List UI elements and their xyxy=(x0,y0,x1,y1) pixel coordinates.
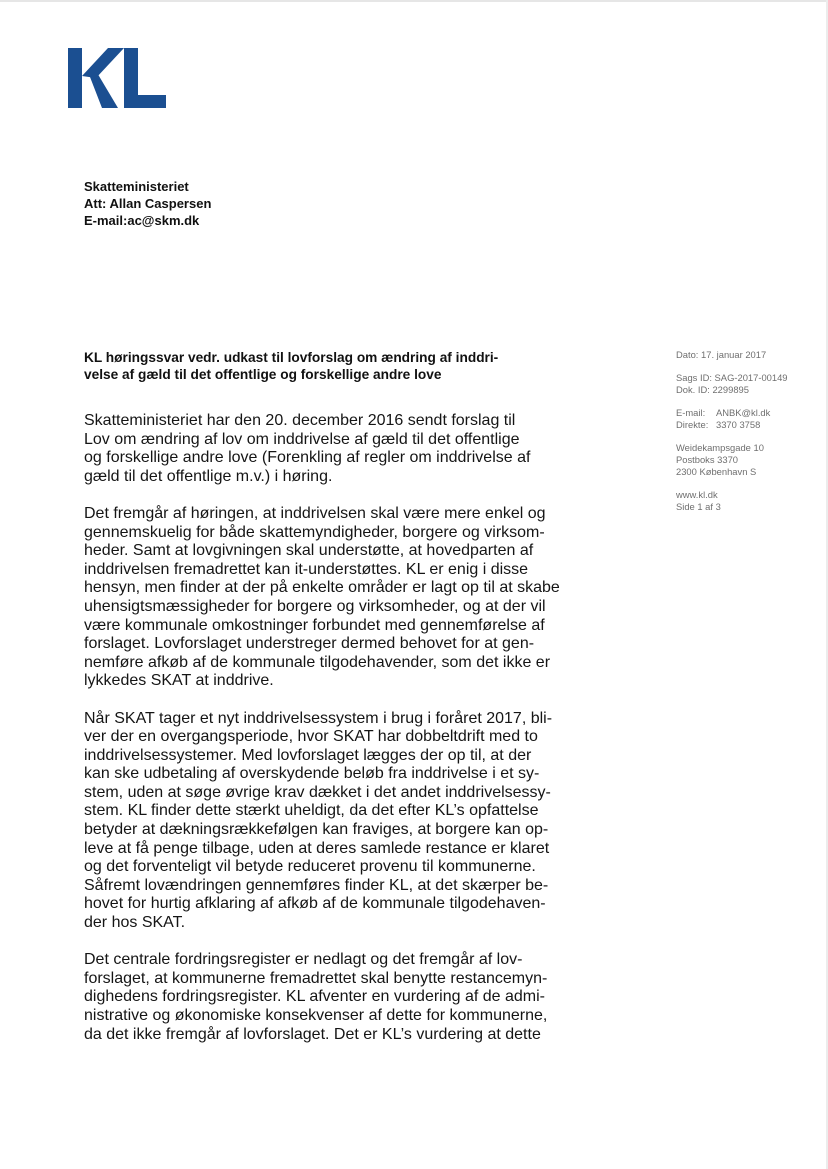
meta-address-line: Postboks 3370 xyxy=(676,454,739,465)
meta-address-line: Weidekampsgade 10 xyxy=(676,442,764,453)
subject-heading xyxy=(84,349,584,383)
body-line: gæld til det offentlige m.v.) i høring. xyxy=(84,467,333,485)
body-line: nistrative og økonomiske konsekvenser af dette for kommunerne, xyxy=(84,1007,548,1024)
body-line: inddrivelsessystemer. Med lovforslaget lægges der op til, at der xyxy=(84,746,532,764)
body-line: Det fremgår af høringen, at inddrivelsen skal være mere enkel og xyxy=(84,504,546,522)
body-line: leve at få penge tilbage, uden at deres samlede restance er klaret xyxy=(84,839,550,857)
body-line: uhensigtsmæssigheder for borgere og virksomheder, og at der vil xyxy=(84,597,546,615)
body-line: inddrivelsen fremadrettet kan it-understøttes. KL er enig i disse xyxy=(84,560,529,578)
recipient-name: Skatteministeriet xyxy=(84,179,189,194)
body-line: Det centrale fordringsregister er nedlagt og det fremgår af lov- xyxy=(84,951,523,969)
meta-web-link[interactable]: www.kl.dk xyxy=(676,489,718,500)
body-line: da det ikke fremgår af lovforslaget. Det er KL’s vurdering at dette xyxy=(84,1025,541,1043)
body-line: betyder at dækningsrækkefølgen kan fraviges, at borgere kan op- xyxy=(84,821,549,839)
meta-email-link[interactable]: ANBK@kl.dk xyxy=(716,407,771,418)
body-line: lykkedes SKAT at inddrive. xyxy=(84,672,274,690)
meta-sags-id: Sags ID: SAG-2017-00149 xyxy=(676,372,788,383)
subject-line: velse af gæld til det offentlige og forskellige andre love xyxy=(84,367,442,382)
meta-page-number: Side 1 af 3 xyxy=(676,501,721,512)
body-line: forslaget, at kommunerne fremadrettet skal benytte restancemyn- xyxy=(84,969,548,987)
body-line: kan ske udbetaling af overskydende beløb fra inddrivelse i et sy- xyxy=(84,765,540,783)
body-line: og det forventeligt vil betyde reduceret provenu til kommunerne. xyxy=(84,858,536,876)
body-line: og forskellige andre love (Forenkling af regler om inddrivelse af xyxy=(84,449,531,467)
body-line: gennemskuelig for både skattemyndigheder, borgere og virksom- xyxy=(84,523,545,541)
meta-date: Dato: 17. januar 2017 xyxy=(676,349,767,360)
body-paragraph xyxy=(84,710,604,933)
meta-address-line: 2300 København S xyxy=(676,466,757,477)
body-line: Når SKAT tager et nyt inddrivelsessystem i brug i foråret 2017, bli- xyxy=(84,709,553,727)
meta-dok-id: Dok. ID: 2299895 xyxy=(676,384,749,395)
body-paragraph xyxy=(84,505,604,691)
letter-body xyxy=(84,412,604,1063)
body-line: heder. Samt at lovgivningen skal understøtte, at hovedparten af xyxy=(84,542,534,560)
kl-logo xyxy=(66,46,168,110)
body-line: ver der en overgangsperiode, hvor SKAT har dobbeltdrift med to xyxy=(84,728,538,746)
body-line: forslaget. Lovforslaget understreger dermed behovet for at gen- xyxy=(84,635,535,653)
letter-metadata xyxy=(676,349,788,524)
body-line: stem, uden at søge øvrige krav dækket i det andet inddrivelsessy- xyxy=(84,783,551,801)
recipient-block xyxy=(84,178,211,229)
body-line: Lov om ændring af lov om inddrivelse af gæld til det offentlige xyxy=(84,430,520,448)
body-paragraph xyxy=(84,951,604,1044)
body-line: være kommunale omkostninger forbundet med gennemførelse af xyxy=(84,616,545,634)
recipient-email: E-mail:ac@skm.dk xyxy=(84,213,200,228)
page-top-edge xyxy=(0,0,828,2)
body-line: dighedens fordringsregister. KL afventer en vurdering af de admi- xyxy=(84,988,546,1006)
meta-direct-label: Direkte: xyxy=(676,419,709,430)
body-line: hovet for hurtig afklaring af afkøb af de kommunale tilgodehaven- xyxy=(84,895,546,913)
body-line: der hos SKAT. xyxy=(84,914,186,932)
body-line: Såfremt lovændringen gennemføres finder KL, at det skærper be- xyxy=(84,876,549,894)
body-line: hensyn, men finder at der på enkelte områder er lagt op til at skabe xyxy=(84,579,560,597)
meta-direct-phone: 3370 3758 xyxy=(716,419,761,430)
recipient-attention: Att: Allan Caspersen xyxy=(84,196,212,211)
body-line: stem. KL finder dette stærkt uheldigt, da det efter KL’s opfattelse xyxy=(84,802,539,820)
meta-email-label: E-mail: xyxy=(676,407,706,418)
subject-line: KL høringssvar vedr. udkast til lovforslag om ændring af inddri- xyxy=(84,350,499,365)
body-paragraph xyxy=(84,412,604,486)
body-line: Skatteministeriet har den 20. december 2016 sendt forslag til xyxy=(84,412,516,429)
body-line: nemføre afkøb af de kommunale tilgodehavender, som det ikke er xyxy=(84,653,551,671)
